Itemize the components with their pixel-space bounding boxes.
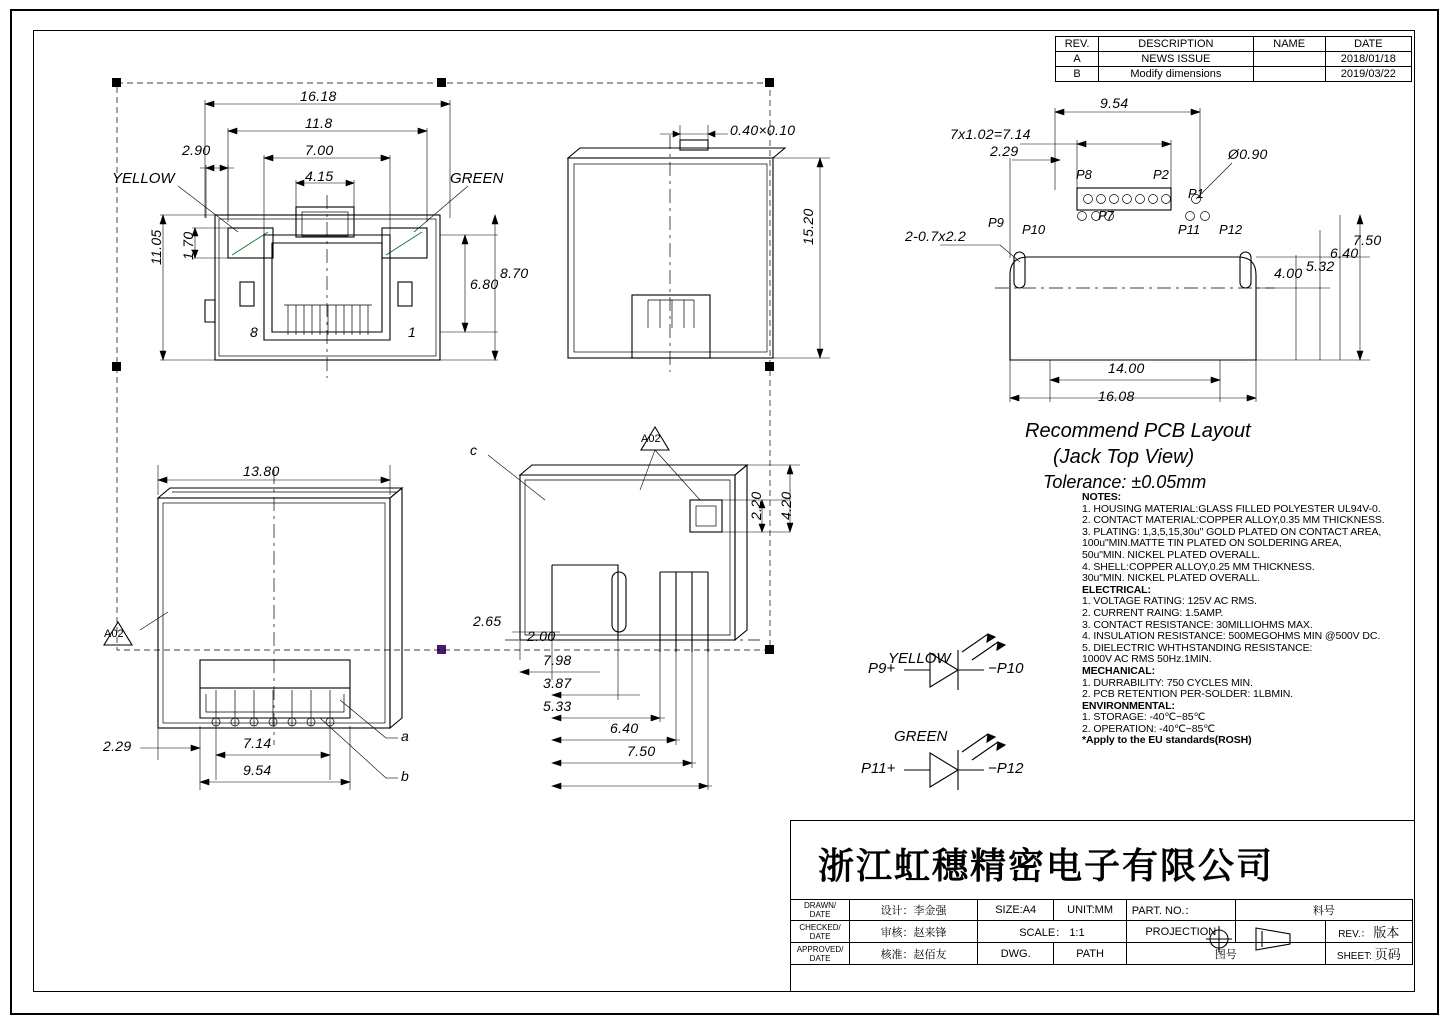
drawing-number: 图号 xyxy=(1126,943,1325,965)
environmental-item: 2. OPERATION: -40℃~85℃ xyxy=(1082,722,1215,735)
dim-side-4-20: 4.20 xyxy=(778,491,794,520)
pcb-title-main: Recommend PCB Layout xyxy=(1025,420,1251,442)
label-yellow-front: YELLOW xyxy=(112,170,175,187)
role-en-approved: APPROVED/ DATE xyxy=(791,943,850,965)
electrical-item: 5. DIELECTRIC WHTHSTANDING RESISTANCE: xyxy=(1082,641,1313,654)
led-pin-p11: P11+ xyxy=(861,760,896,777)
dim-pcb-5-32: 5.32 xyxy=(1306,258,1335,274)
rev-cell-desc: Modify dimensions xyxy=(1099,67,1254,82)
scale-cell: SCALE： 1:1 xyxy=(978,921,1127,943)
role-cn-checked: 审核：赵来锋 xyxy=(850,921,978,943)
rev-header-name: NAME xyxy=(1253,37,1325,52)
dim-front-2-90: 2.90 xyxy=(182,142,211,158)
led-pin-p9: P9+ xyxy=(868,660,896,677)
pin-label-p11: P11 xyxy=(1178,222,1201,237)
dim-side-6-40: 6.40 xyxy=(610,720,639,736)
label-green-front: GREEN xyxy=(450,170,504,187)
dim-side-7-50: 7.50 xyxy=(627,743,656,759)
electrical-item: 3. CONTACT RESISTANCE: 30MILLIOHMS MAX. xyxy=(1082,618,1313,631)
pin-label-p8: P8 xyxy=(1076,167,1092,182)
pin-label-p9: P9 xyxy=(988,215,1004,230)
rev-header-date: DATE xyxy=(1325,37,1411,52)
dim-bottom-7-14: 7.14 xyxy=(243,735,272,751)
note-item: 2. CONTACT MATERIAL:COPPER ALLOY,0.35 MM THICKNESS. xyxy=(1082,514,1385,527)
dim-pcb-dia-0-90: Ø0.90 xyxy=(1228,146,1268,162)
dim-side-2-65: 2.65 xyxy=(473,613,502,629)
environmental-item: 1. STORAGE: -40℃~85℃ xyxy=(1082,711,1206,724)
rev-label-cell xyxy=(1325,921,1412,943)
title-block-table xyxy=(790,899,1413,965)
electrical-item: 1. VOLTAGE RATING: 125V AC RMS. xyxy=(1082,595,1257,608)
size-cell: SIZE:A4 xyxy=(978,900,1054,921)
note-item: 30u"MIN. NICKEL PLATED OVERALL. xyxy=(1082,572,1261,585)
dim-side-2-20: 2.20 xyxy=(748,491,764,520)
dim-pcb-7x102: 7x1.02=7.14 xyxy=(950,126,1031,142)
dim-bottom-13-80: 13.80 xyxy=(243,463,280,479)
mechanical-item: 2. PCB RETENTION PER-SOLDER: 1LBMIN. xyxy=(1082,688,1294,701)
leader-label-a: a xyxy=(401,728,410,744)
dim-front-11-05: 11.05 xyxy=(148,229,164,265)
dim-side-2-00: 2.00 xyxy=(527,628,556,644)
part-no-value: 料号 xyxy=(1235,900,1412,921)
note-item: 4. SHELL:COPPER ALLOY,0.25 MM THICKNESS. xyxy=(1082,560,1315,573)
rev-cell-desc: NEWS ISSUE xyxy=(1099,52,1254,67)
rev-cell-rev: B xyxy=(1056,67,1099,82)
electrical-item: 2. CURRENT RAING: 1.5AMP. xyxy=(1082,606,1224,619)
leader-label-b: b xyxy=(401,768,410,784)
dim-pcb-2-29: 2.29 xyxy=(990,143,1019,159)
pin-label-p7: P7 xyxy=(1098,208,1114,223)
role-en-drawn: DRAWN/ DATE xyxy=(791,900,850,921)
sheet-value: 页码 xyxy=(1374,947,1401,962)
dim-rear-0-40: 0.40×0.10 xyxy=(730,122,796,138)
pin-label-p10: P10 xyxy=(1022,222,1046,237)
dim-bottom-9-54: 9.54 xyxy=(243,762,272,778)
role-cn-approved: 核准：赵佰友 xyxy=(850,943,978,965)
dim-pcb-14-00: 14.00 xyxy=(1108,360,1145,376)
dim-pcb-9-54: 9.54 xyxy=(1100,95,1129,111)
dim-bottom-2-29: 2.29 xyxy=(103,738,132,754)
dwg-label: DWG. xyxy=(978,943,1054,965)
dim-pcb-4-00: 4.00 xyxy=(1274,265,1303,281)
dim-side-5-33: 5.33 xyxy=(543,698,572,714)
dim-side-7-98: 7.98 xyxy=(543,652,572,668)
pcb-title-sub: (Jack Top View) xyxy=(1053,446,1195,468)
rev-header-desc: DESCRIPTION xyxy=(1099,37,1254,52)
dim-pcb-slot: 2-0.7x2.2 xyxy=(905,228,967,244)
dim-pcb-7-50: 7.50 xyxy=(1353,232,1382,248)
environmental-header: ENVIRONMENTAL: xyxy=(1082,699,1175,712)
electrical-header: ELECTRICAL: xyxy=(1082,583,1151,596)
projection-label: PROJECTION xyxy=(1126,921,1235,943)
label-pin1: 1 xyxy=(408,324,417,340)
dim-pcb-6-40: 6.40 xyxy=(1330,245,1359,261)
dim-front-4-15: 4.15 xyxy=(305,168,334,184)
note-item: 3. PLATING: 1,3,5,15,30u" GOLD PLATED ON CONTACT AREA, xyxy=(1082,525,1382,538)
rev-label: REV.： xyxy=(1338,929,1371,940)
pcb-tolerance: Tolerance: ±0.05mm xyxy=(1043,472,1207,492)
rev-cell-name xyxy=(1253,52,1325,67)
role-en-checked: CHECKED/ DATE xyxy=(791,921,850,943)
projection-symbol-cell xyxy=(1235,921,1325,943)
flag-label-a02-side: A02 xyxy=(641,433,661,445)
pin-label-p2: P2 xyxy=(1153,167,1169,182)
dim-front-7-00: 7.00 xyxy=(305,142,334,158)
sheet-label: SHEET: xyxy=(1336,951,1372,962)
rev-cell-date: 2018/01/18 xyxy=(1325,52,1411,67)
notes-header: NOTES: xyxy=(1082,491,1122,503)
note-item: 50u"MIN. NICKEL PLATED OVERALL. xyxy=(1082,548,1261,561)
note-item: 1. HOUSING MATERIAL:GLASS FILLED POLYESTER UL94V-0. xyxy=(1082,502,1381,515)
table-row xyxy=(1056,67,1412,82)
dim-front-8-70: 8.70 xyxy=(500,265,529,281)
rev-header-rev: REV. xyxy=(1056,37,1099,52)
rev-cell-date: 2019/03/22 xyxy=(1325,67,1411,82)
mechanical-item: 1. DURRABILITY: 750 CYCLES MIN. xyxy=(1082,676,1253,689)
company-name: 浙江虹穗精密电子有限公司 xyxy=(818,845,1275,886)
notes-block xyxy=(1082,492,1412,747)
pin-label-p12: P12 xyxy=(1219,222,1243,237)
sheet-cell xyxy=(1325,943,1412,965)
table-row xyxy=(791,900,1413,921)
led-color-green: GREEN xyxy=(894,728,948,745)
unit-cell: UNIT:MM xyxy=(1054,900,1126,921)
flag-label-a02-bottom: A02 xyxy=(104,628,124,640)
rev-value: 版本 xyxy=(1373,925,1400,940)
label-pin8: 8 xyxy=(250,324,259,340)
revision-table xyxy=(1055,36,1412,82)
rev-cell-rev: A xyxy=(1056,52,1099,67)
table-row xyxy=(1056,52,1412,67)
part-no-label: PART. NO.： xyxy=(1126,900,1235,921)
mechanical-header: MECHANICAL: xyxy=(1082,664,1155,677)
electrical-item: 1000V AC RMS 50Hz.1MIN. xyxy=(1082,653,1212,666)
led-pin-p12: −P12 xyxy=(988,760,1024,777)
table-row xyxy=(791,921,1413,943)
dim-front-1-70: 1.70 xyxy=(180,231,196,260)
pin-label-p1: P1 xyxy=(1188,186,1204,201)
notes-footer: *Apply to the EU standards(ROSH) xyxy=(1082,734,1252,747)
path-label: PATH xyxy=(1054,943,1126,965)
role-cn-drawn: 设计：李金强 xyxy=(850,900,978,921)
dim-front-16-18: 16.18 xyxy=(300,88,337,104)
dim-front-6-80: 6.80 xyxy=(470,276,499,292)
led-color-yellow: YELLOW xyxy=(888,650,951,667)
dim-pcb-16-08: 16.08 xyxy=(1098,388,1135,404)
electrical-item: 4. INSULATION RESISTANCE: 500MEGOHMS MIN @500V DC. xyxy=(1082,630,1381,643)
leader-label-c: c xyxy=(470,442,478,458)
table-row xyxy=(791,943,1413,965)
rev-cell-name xyxy=(1253,67,1325,82)
note-item: 100u"MIN.MATTE TIN PLATED ON SOLDERING AREA, xyxy=(1082,537,1342,550)
dim-side-3-87: 3.87 xyxy=(543,675,572,691)
dim-rear-15-20: 15.20 xyxy=(800,208,816,245)
dim-front-11-8: 11.8 xyxy=(305,115,333,131)
led-pin-p10: −P10 xyxy=(988,660,1024,677)
